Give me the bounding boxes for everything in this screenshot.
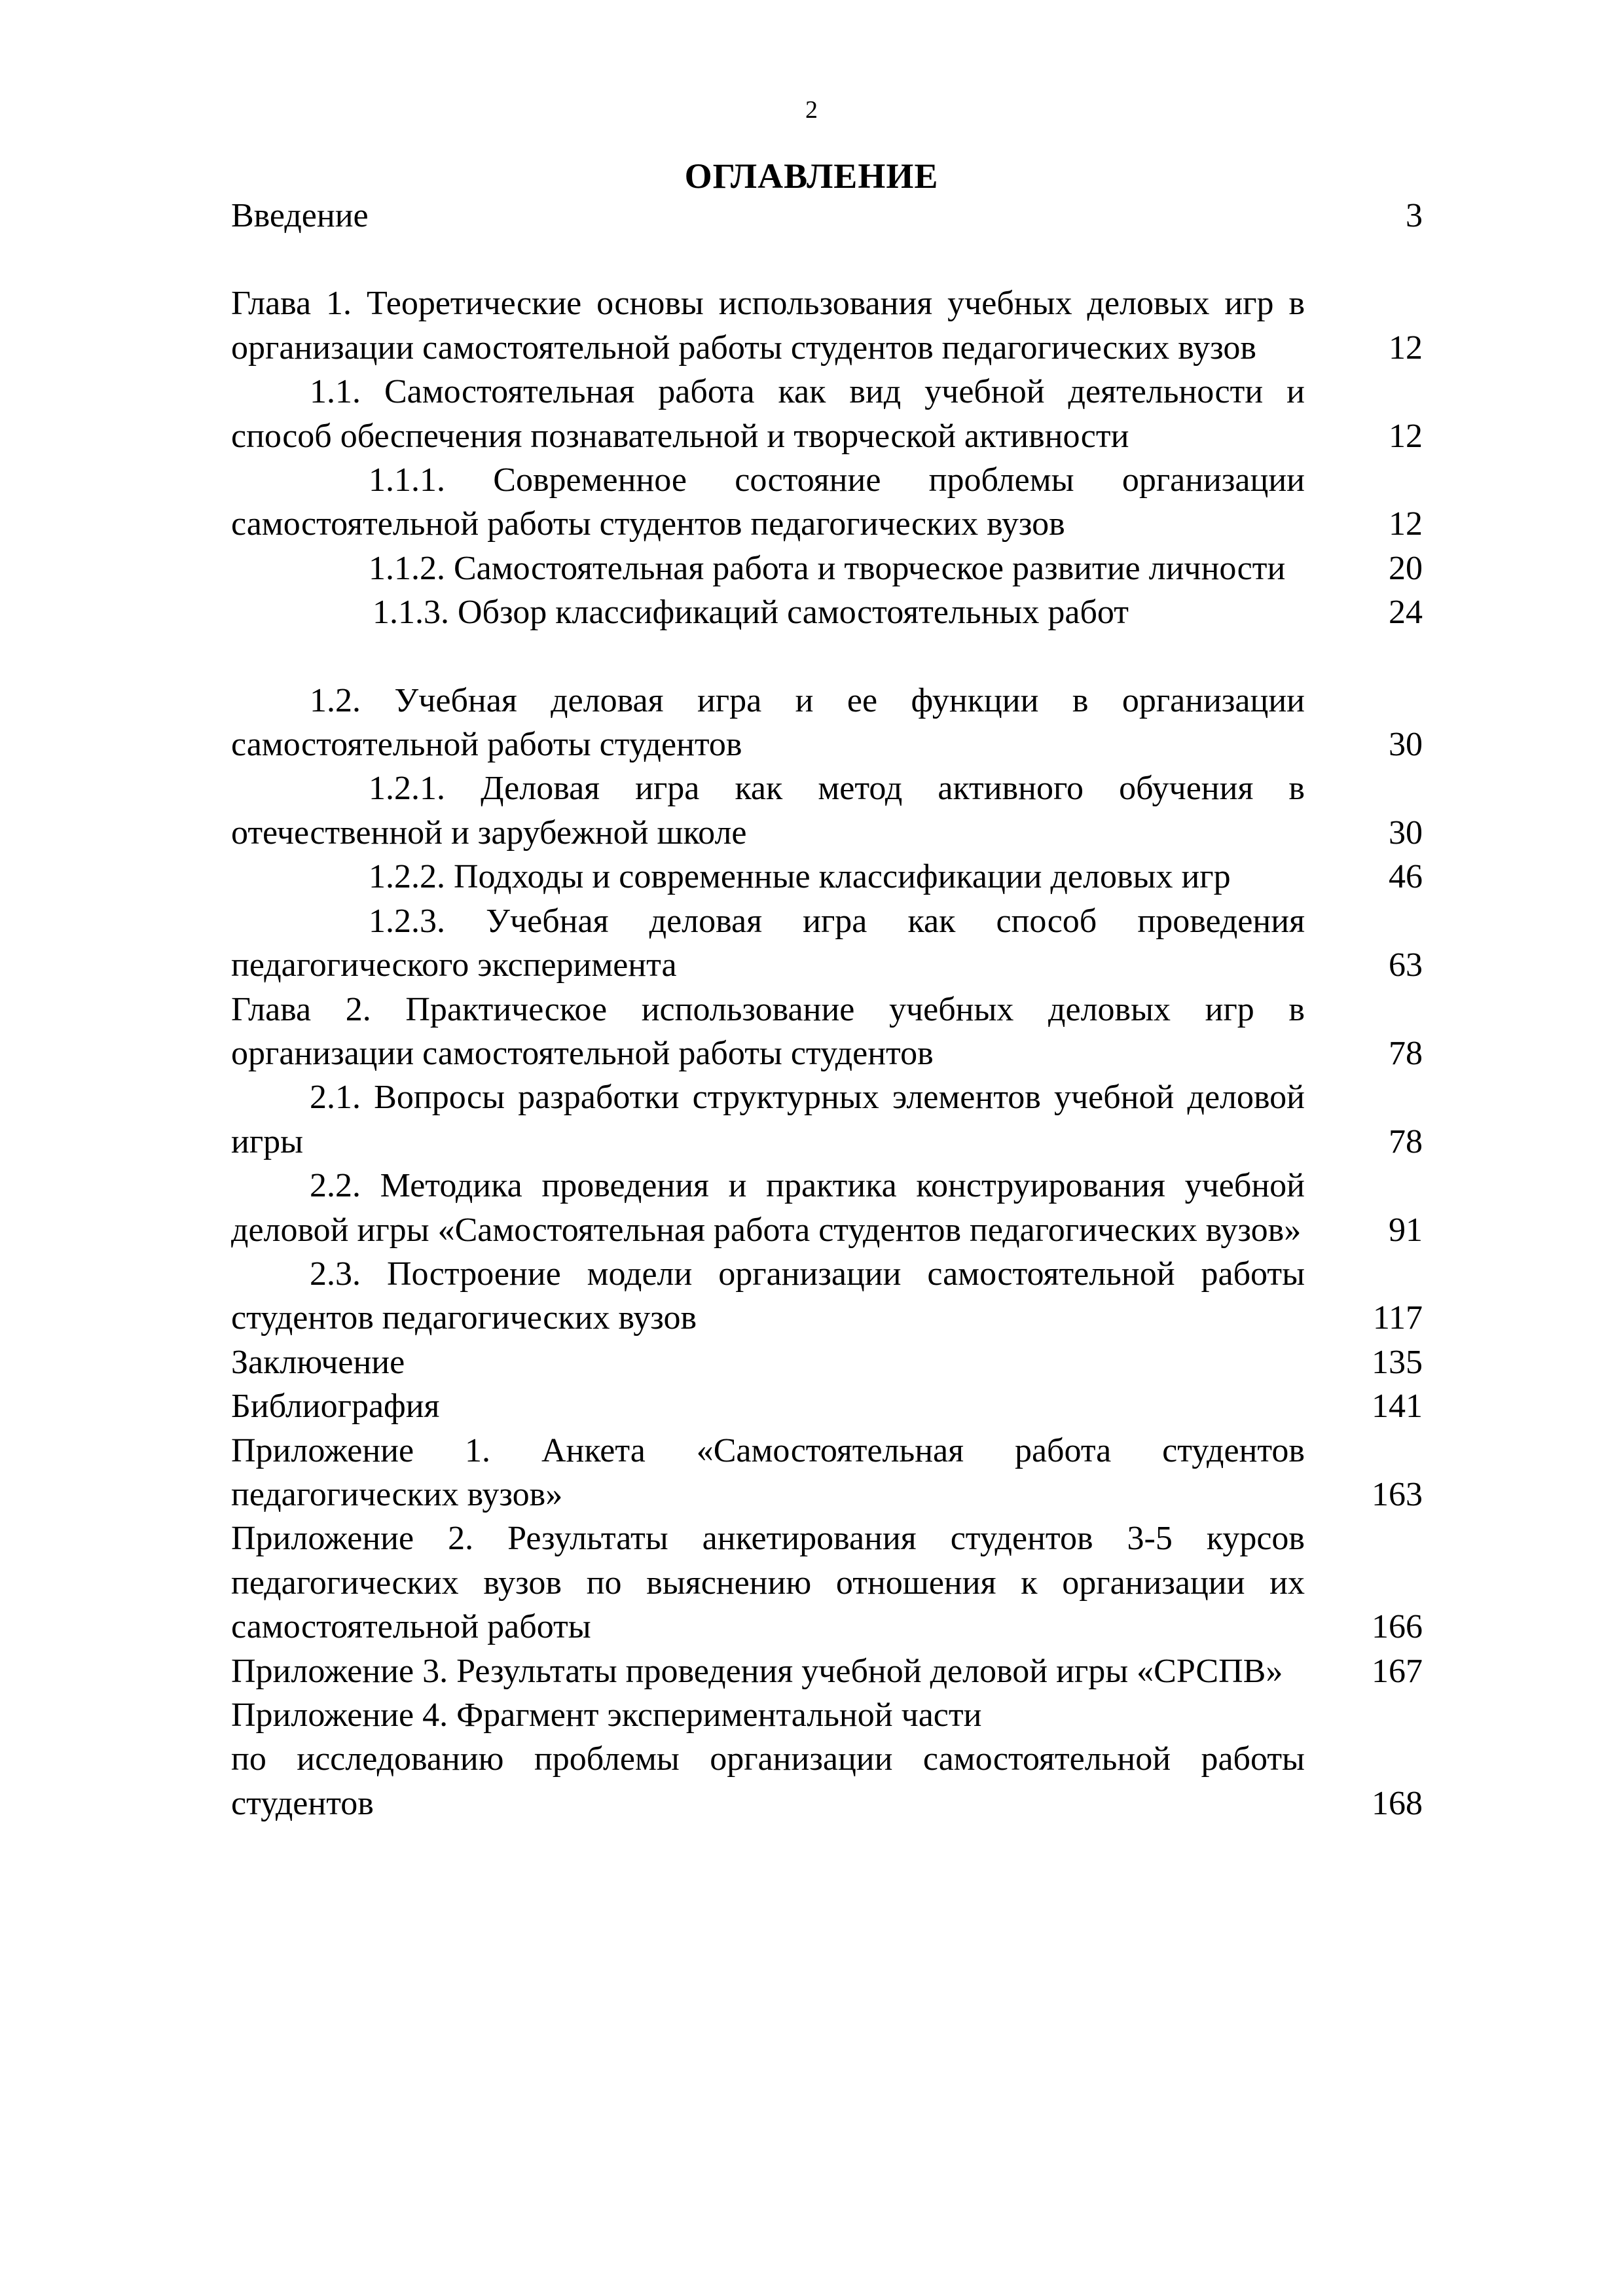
- toc-entry-appendix-3: [231, 1649, 1423, 1693]
- toc-entry-text: 1.2. Учебная деловая игра и ее функции в организации самостоятельной работы студентов: [231, 681, 1305, 764]
- toc-entry-page: 46: [1389, 858, 1423, 896]
- spacer: [231, 238, 1423, 281]
- toc-entry-text: Библиография: [231, 1388, 440, 1426]
- toc-entry-text: Приложение 3. Результаты проведения учебной деловой игры «СРСПВ»: [231, 1652, 1283, 1690]
- toc-heading: ОГЛАВЛЕНИЕ: [684, 156, 939, 196]
- toc-entry-appendix-4: [231, 1693, 1423, 1825]
- toc-entry-page: 167: [1372, 1652, 1423, 1690]
- toc-entry-1-2-2: [231, 855, 1423, 899]
- toc-entry-1-1: [231, 370, 1423, 458]
- toc-entry-2-1: [231, 1075, 1423, 1164]
- toc-entry-page: 3: [1406, 197, 1423, 234]
- toc-entry-text: Введение: [231, 197, 369, 234]
- toc-entry-conclusion: [231, 1340, 1423, 1384]
- toc-entry-page: 166: [1372, 1608, 1423, 1646]
- toc-entry-page: 117: [1372, 1299, 1423, 1337]
- toc-entry-text: 2.2. Методика проведения и практика конструирования учебной деловой игры «Самостоятельная работа студентов педагогических вузов»: [231, 1167, 1305, 1249]
- toc-entry-page: 141: [1372, 1388, 1423, 1426]
- toc-entry-page: 30: [1389, 814, 1423, 852]
- toc-entry-text: 1.1.2. Самостоятельная работа и творческое развитие личности: [369, 549, 1286, 587]
- toc-entry-text: 2.1. Вопросы разработки структурных элементов учебной деловой игры: [231, 1079, 1305, 1160]
- toc-entry-bibliography: [231, 1384, 1423, 1428]
- toc-entry-intro: [231, 194, 1423, 238]
- toc-entry-page: 24: [1389, 594, 1423, 632]
- toc-entry-page: 12: [1389, 417, 1423, 455]
- toc-entry-1-1-2: [231, 547, 1423, 590]
- toc-entry-text: 1.1.1. Современное состояние проблемы организации самостоятельной работы студентов педагогических вузов: [231, 461, 1305, 543]
- table-of-contents: [231, 194, 1423, 1825]
- toc-entry-2-3: [231, 1252, 1423, 1340]
- toc-entry-text: 1.1.3. Обзор классификаций самостоятельных работ: [373, 594, 1129, 632]
- toc-entry-page: 20: [1389, 549, 1423, 587]
- toc-entry-chapter-2: [231, 988, 1423, 1076]
- toc-entry-text: 1.1. Самостоятельная работа как вид учебной деятельности и способ обеспечения познавательной и творческой активности: [231, 373, 1305, 455]
- toc-entry-text: 1.2.2. Подходы и современные классификации деловых игр: [369, 858, 1231, 896]
- toc-entry-page: 12: [1389, 329, 1423, 367]
- toc-entry-page: 91: [1389, 1211, 1423, 1249]
- toc-entry-page: 135: [1372, 1343, 1423, 1381]
- toc-entry-page: 78: [1389, 1034, 1423, 1072]
- toc-entry-1-2-1: [231, 766, 1423, 855]
- toc-entry-text: 1.2.1. Деловая игра как метод активного обучения в отечественной и зарубежной школе: [231, 770, 1305, 852]
- toc-entry-page: 12: [1389, 505, 1423, 543]
- toc-entry-text: 1.2.3. Учебная деловая игра как способ проведения педагогического эксперимента: [231, 902, 1305, 984]
- toc-entry-text: Приложение 1. Анкета «Самостоятельная работа студентов педагогических вузов»: [231, 1431, 1305, 1513]
- toc-entry-page: 168: [1372, 1784, 1423, 1822]
- toc-entry-1-1-1: [231, 458, 1423, 547]
- toc-entry-text: Заключение: [231, 1343, 405, 1381]
- toc-entry-appendix-2: [231, 1516, 1423, 1649]
- toc-entry-text: Глава 2. Практическое использование учебных деловых игр в организации самостоятельной работы студентов: [231, 990, 1305, 1072]
- toc-entry-chapter-1: [231, 281, 1423, 370]
- toc-entry-appendix-1: [231, 1429, 1423, 1517]
- toc-entry-page: 163: [1372, 1475, 1423, 1513]
- toc-entry-1-2-3: [231, 899, 1423, 988]
- spacer: [231, 635, 1423, 679]
- toc-entry-1-2: [231, 679, 1423, 767]
- toc-entry-page: 78: [1389, 1122, 1423, 1160]
- toc-entry-text: Приложение 4. Фрагмент экспериментальной части по исследованию проблемы организации самостоятельной работы студентов: [231, 1696, 1305, 1822]
- toc-entry-2-2: [231, 1164, 1423, 1252]
- toc-entry-text: Глава 1. Теоретические основы использования учебных деловых игр в организации самостоятельной работы студентов педагогических вузов: [231, 285, 1305, 367]
- toc-entry-text: 2.3. Построение модели организации самостоятельной работы студентов педагогических вузов: [231, 1255, 1305, 1337]
- page-number: 2: [805, 96, 818, 124]
- toc-entry-page: 30: [1389, 726, 1423, 764]
- toc-entry-page: 63: [1389, 946, 1423, 984]
- toc-entry-1-1-3: [231, 590, 1423, 634]
- toc-entry-text: Приложение 2. Результаты анкетирования студентов 3-5 курсов педагогических вузов по выяснению отношения к организации их самостоятельной работы: [231, 1520, 1305, 1646]
